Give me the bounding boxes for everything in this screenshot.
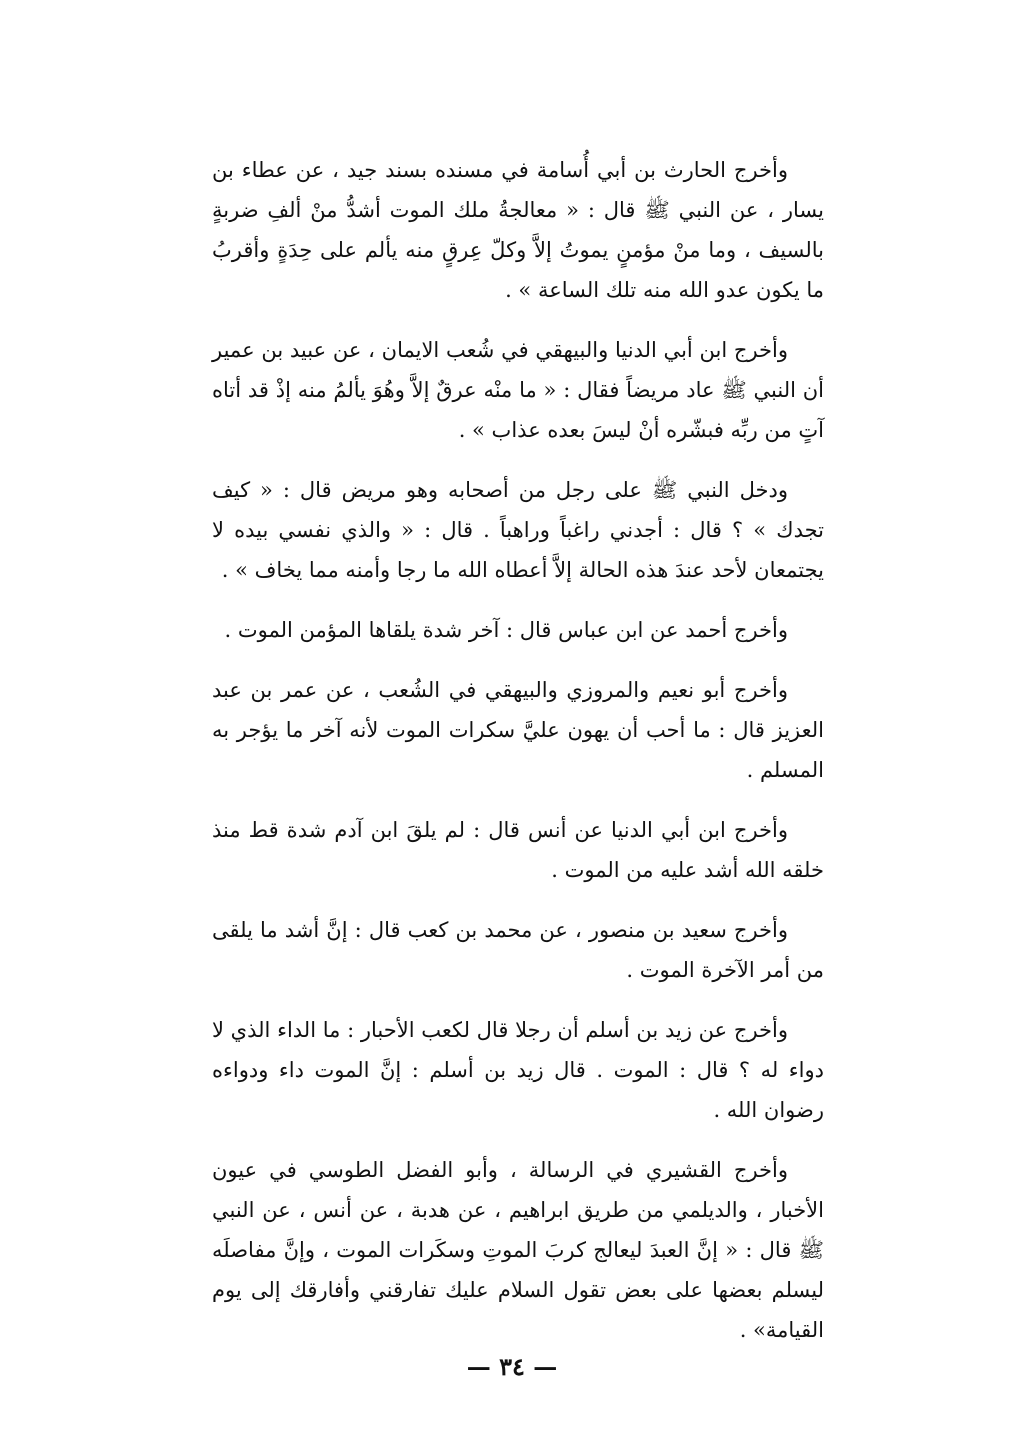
paragraph: وأخرج الحارث بن أبي أُسامة في مسنده بسند جيد ، عن عطاء بن يسار ، عن النبي ﷺ قال : « معالجةُ ملك الموت أشدُّ منْ ألفِ ضربةٍ بالسيف ، وما منْ مؤمنٍ يموتُ إلاَّ وكلّ عِرقٍ منه يألم على حِدَةٍ وأقربُ ما يكون عدو الله منه تلك الساعة » . xyxy=(212,158,824,302)
paragraph: وأخرج أبو نعيم والمروزي والبيهقي في الشُعب ، عن عمر بن عبد العزيز قال : ما أحب أن يهون عليَّ سكرات الموت لأنه آخر ما يؤجر به المسلم . xyxy=(212,678,824,782)
paragraph: وأخرج عن زيد بن أسلم أن رجلا قال لكعب الأحبار : ما الداء الذي لا دواء له ؟ قال : الموت . قال زيد بن أسلم : إنَّ الموت داء ودواءه رضوان الله . xyxy=(212,1018,824,1122)
page-number: — ٣٤ — xyxy=(466,1352,558,1381)
paragraph: وأخرج أحمد عن ابن عباس قال : آخر شدة يلقاها المؤمن الموت . xyxy=(224,618,788,642)
paragraph: وأخرج ابن أبي الدنيا والبيهقي في شُعب الايمان ، عن عبيد بن عمير أن النبي ﷺ عاد مريضاً فقال : « ما منْه عرقٌ إلاَّ وهُوَ يألمُ منه إذْ قد أتاه آتٍ من ربِّه فبشّره أنْ ليسَ بعده عذاب » . xyxy=(212,338,824,442)
paragraph: وأخرج سعيد بن منصور ، عن محمد بن كعب قال : إنَّ أشد ما يلقى من أمر الآخرة الموت . xyxy=(212,918,824,982)
paragraph: وأخرج القشيري في الرسالة ، وأبو الفضل الطوسي في عيون الأخبار ، والديلمي من طريق ابراهيم ، عن هدبة ، عن أنس ، عن النبي ﷺ قال : « إنَّ العبدَ ليعالج كربَ الموتِ وسكَرات الموت ، وإنَّ مفاصلَه ليسلم بعضها على بعض تقول السلام عليك تفارقني وأفارقك إلى يوم القيامة» . xyxy=(212,1158,824,1342)
paragraph: وأخرج ابن أبي الدنيا عن أنس قال : لم يلقَ ابن آدم شدة قط منذ خلقه الله أشد عليه من الموت . xyxy=(212,818,824,882)
text-column xyxy=(212,150,824,1350)
paragraph: ودخل النبي ﷺ على رجل من أصحابه وهو مريض قال : « كيف تجدك » ؟ قال : أجدني راغباً وراهباً . قال : « والذي نفسي بيده لا يجتمعان لأحد عندَ هذه الحالة إلاَّ أعطاه الله ما رجا وأمنه مما يخاف » . xyxy=(212,478,824,582)
